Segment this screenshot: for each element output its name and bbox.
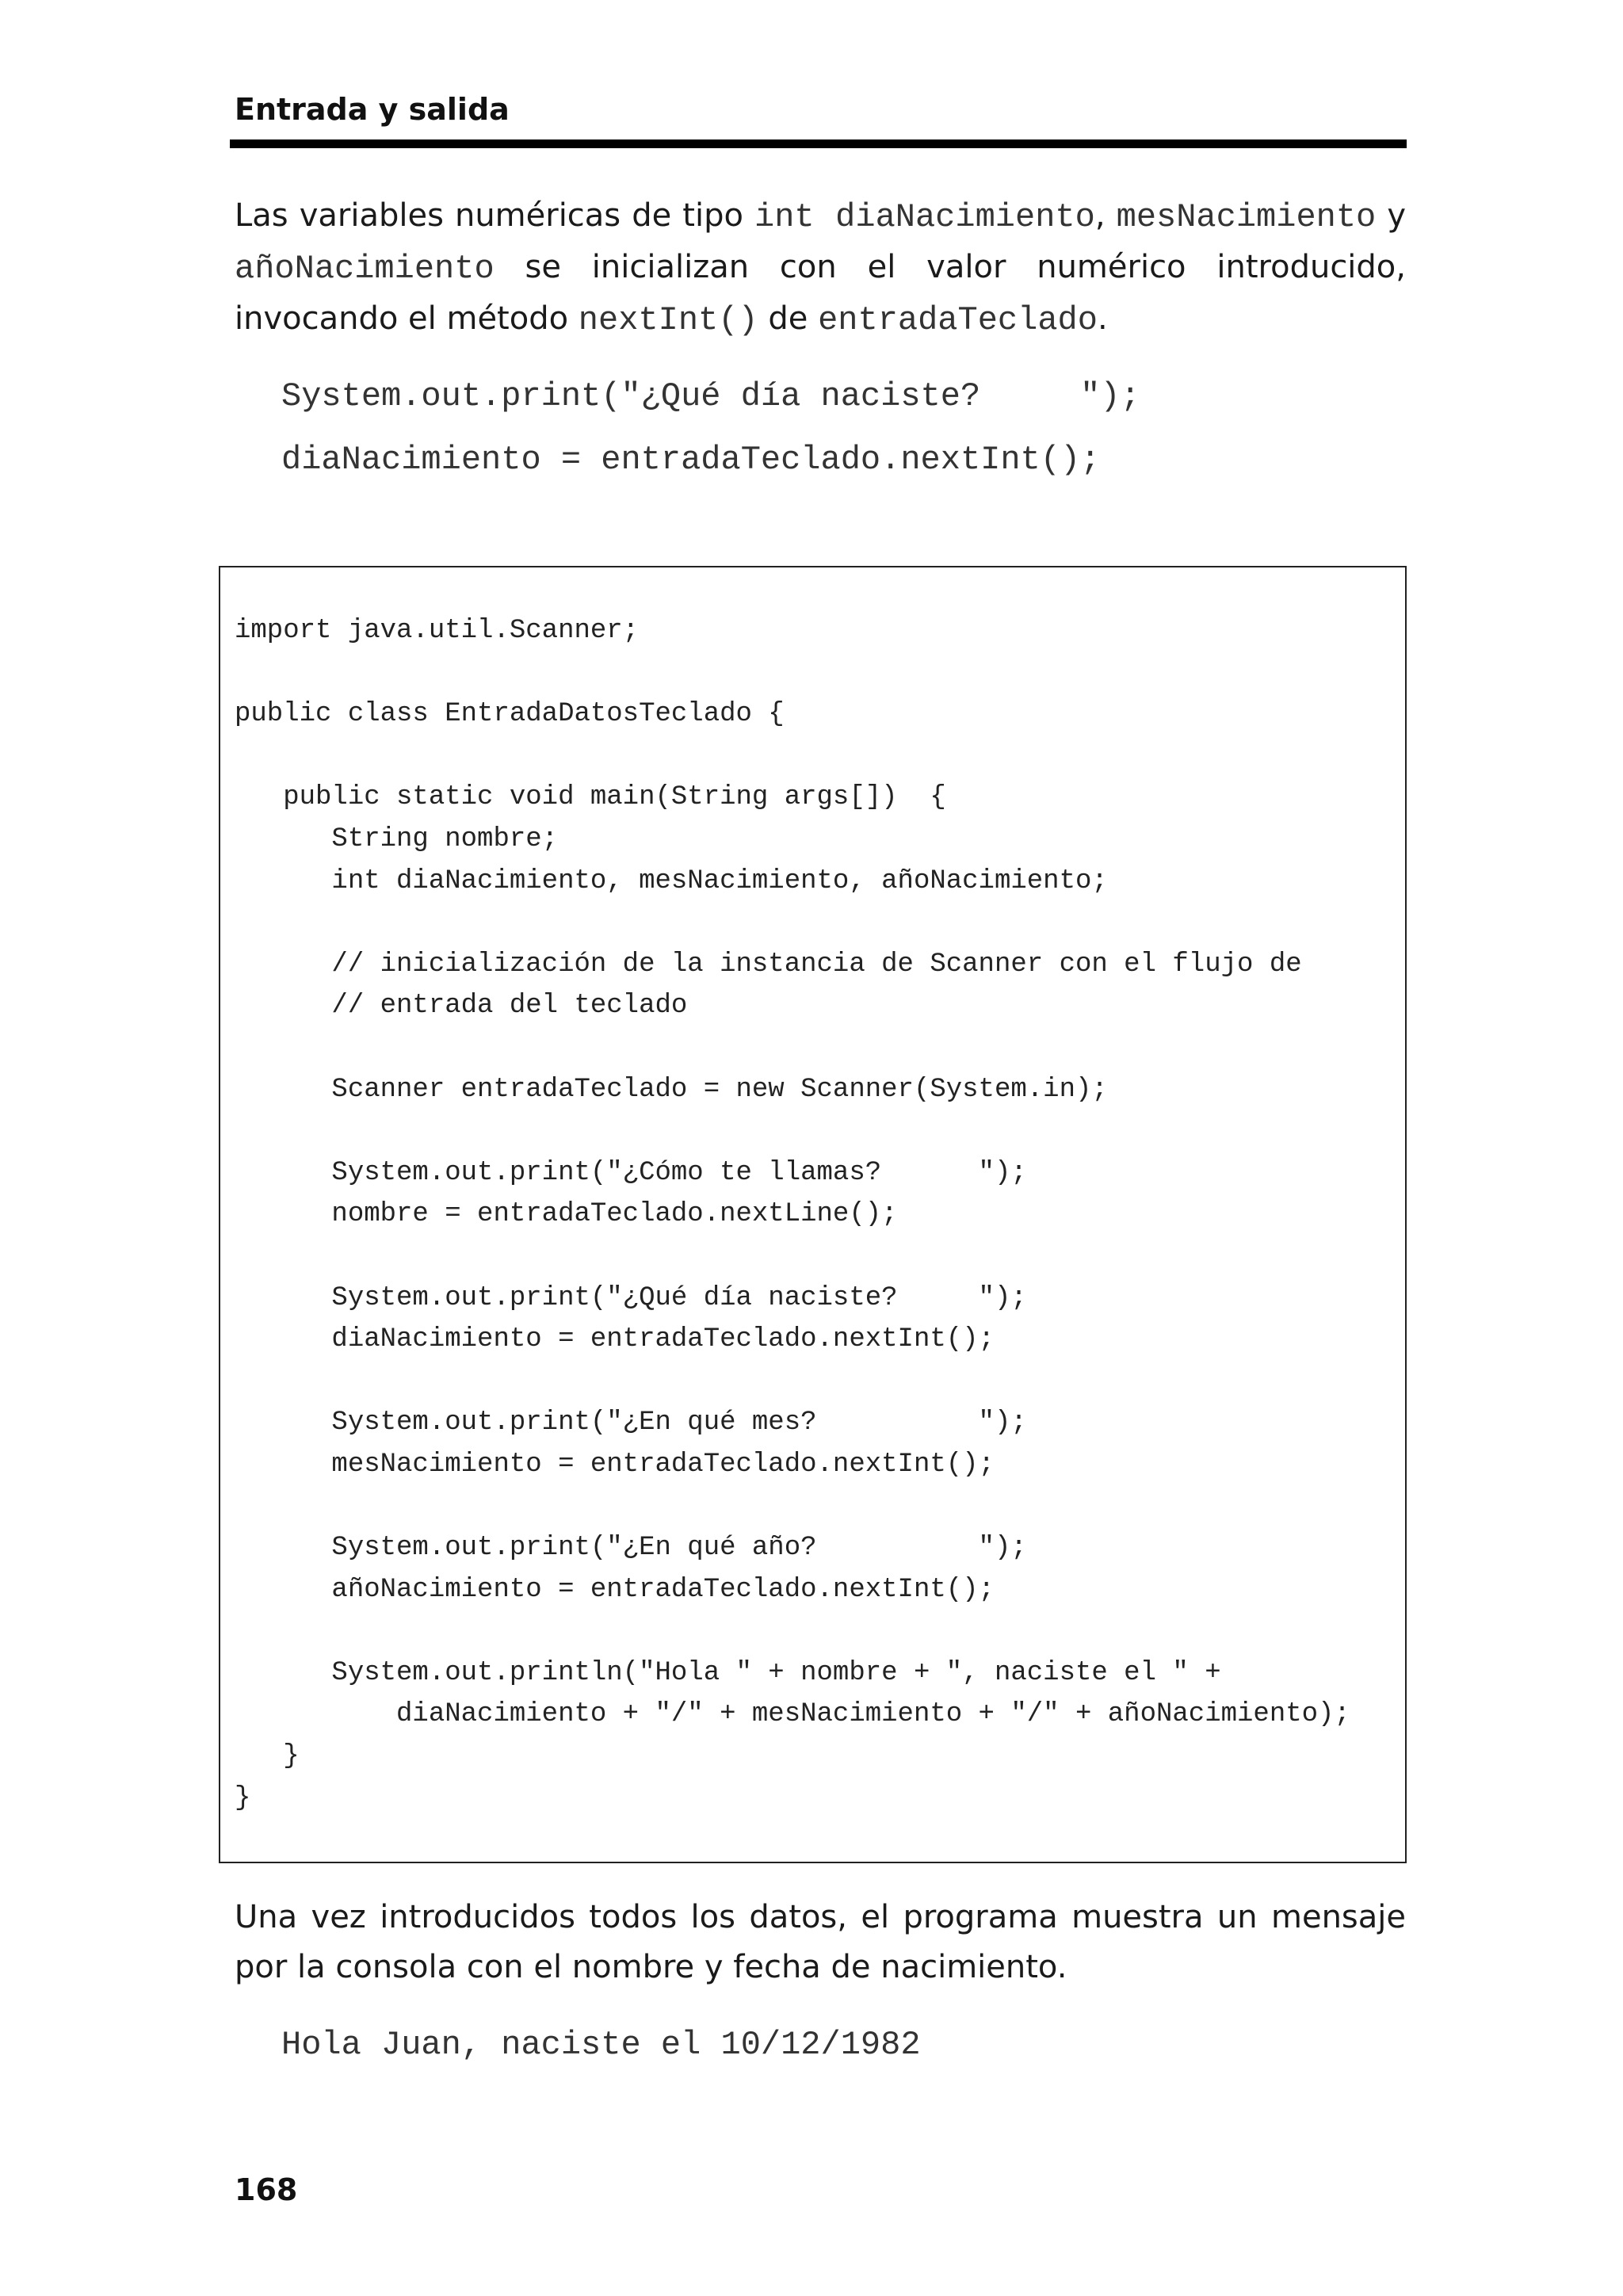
page-number: 168	[235, 2172, 298, 2207]
inline-code-int-dianacimiento: int diaNacimiento	[754, 198, 1095, 236]
header-rule	[230, 139, 1407, 148]
intro-text-5: de	[758, 300, 819, 337]
inline-code-entradateclado: entradaTeclado	[818, 301, 1098, 339]
running-header: Entrada y salida	[235, 92, 510, 127]
code-listing: import java.util.Scanner; public class EntradaDatosTeclado { public static void main(String args[]) { String nombre; int diaNacimiento, mesNacimiento, añoNacimiento; // inicialización de la instancia de Scanner con el flujo de // entrada del teclado Scanner entradaTeclado = new Scanner(System.in); System.out.print("¿Cómo te llamas? "); nombre = entradaTeclado.nextLine(); System.out.print("¿Qué día naciste? "); diaNacimiento = entradaTeclado.nextInt(); System.out.print("¿En qué mes? "); mesNacimiento = entradaTeclado.nextInt(); System.out.print("¿En qué año? "); añoNacimiento = entradaTeclado.nextInt(); System.out.println("Hola " + nombre + ", naciste el " + diaNacimiento + "/" + mesNacimiento + "/" + añoNacimiento); } }	[235, 616, 1350, 1813]
intro-text-6: .	[1097, 300, 1108, 337]
intro-text-3: y	[1376, 197, 1406, 234]
intro-paragraph	[235, 191, 1406, 346]
snippet-nextint-line: diaNacimiento = entradaTeclado.nextInt();	[281, 441, 1101, 479]
snippet-print-line: System.out.print("¿Qué día naciste? ");	[281, 377, 1140, 415]
inline-code-nextint: nextInt()	[578, 301, 758, 339]
intro-text-4: se inicializan con el valor numérico introducido, invocando el método	[235, 249, 1406, 337]
closing-paragraph: Una vez introducidos todos los datos, el programa muestra un mensaje por la consola con el nombre y fecha de nacimiento.	[235, 1899, 1406, 1985]
intro-text-1: Las variables numéricas de tipo	[235, 197, 754, 234]
output-example: Hola Juan, naciste el 10/12/1982	[281, 2026, 921, 2064]
intro-text-2: ,	[1094, 197, 1117, 234]
code-listing-box	[219, 566, 1407, 1863]
inline-code-mesnacimiento: mesNacimiento	[1116, 198, 1377, 236]
inline-code-anonacimiento: añoNacimiento	[235, 250, 495, 288]
